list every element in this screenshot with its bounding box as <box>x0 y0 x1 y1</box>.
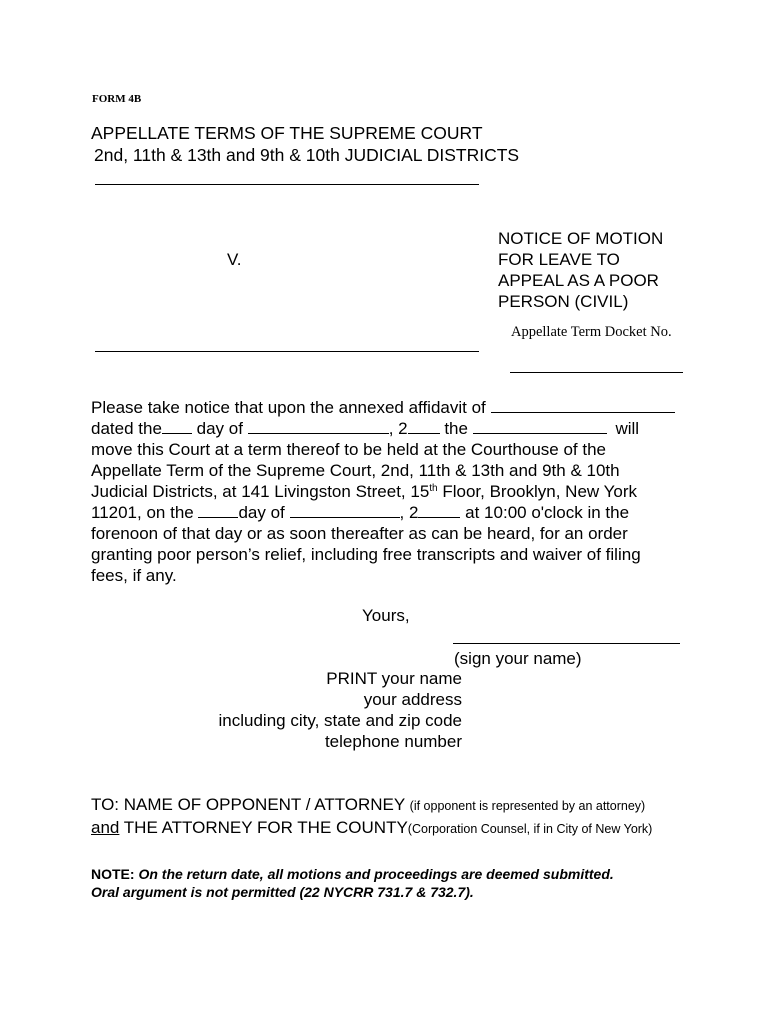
filing-note <box>91 865 614 901</box>
plaintiff-name-line[interactable] <box>95 184 479 185</box>
notice-text: Judicial Districts, at 141 Livingston Street, 15 <box>91 482 430 501</box>
docket-label: Appellate Term Docket No. <box>511 324 672 340</box>
motion-title-line: FOR LEAVE TO <box>498 250 620 269</box>
note-text: Oral argument is not permitted (22 NYCRR 731.7 & 732.7). <box>91 884 474 900</box>
motion-title-line: PERSON (CIVIL) <box>498 292 629 311</box>
notice-text: forenoon of that day or as soon thereafter as can be heard, for an order <box>91 524 628 543</box>
notice-body <box>91 397 675 586</box>
court-districts: 2nd, 11th & 13th and 9th & 10th JUDICIAL DISTRICTS <box>94 145 520 165</box>
signer-details <box>160 668 462 752</box>
and-label: and <box>91 818 120 837</box>
notice-text: move this Court at a term thereof to be held at the Courthouse of the <box>91 440 607 459</box>
affiant-name-field[interactable] <box>491 398 675 413</box>
notice-text: , 2 <box>399 503 419 522</box>
motion-title <box>498 228 663 312</box>
docket-number-line[interactable] <box>510 372 683 373</box>
affidavit-day-field[interactable] <box>162 419 192 434</box>
notice-text: day of <box>196 419 243 438</box>
notice-text: 11201, on the <box>91 503 194 522</box>
court-heading <box>91 122 519 166</box>
telephone-label: telephone number <box>324 732 462 751</box>
form-number: FORM 4B <box>92 93 142 105</box>
addressees <box>91 794 652 840</box>
signature-line[interactable] <box>453 643 680 644</box>
notice-text: fees, if any. <box>91 566 177 585</box>
court-name: APPELLATE TERMS OF THE SUPREME COURT <box>91 123 483 143</box>
motion-title-line: APPEAL AS A POOR <box>498 271 659 290</box>
notice-text: the <box>444 419 468 438</box>
defendant-name-line[interactable] <box>95 351 479 352</box>
city-state-zip-label: including city, state and zip code <box>218 711 462 730</box>
return-year-field[interactable] <box>418 503 460 518</box>
notice-text: Floor, Brooklyn, New York <box>437 482 637 501</box>
opponent-note: (if opponent is represented by an attorney) <box>409 799 646 813</box>
closing: Yours, <box>362 606 410 625</box>
notice-text: at 10:00 o'clock in the <box>465 503 630 522</box>
sign-name-label: (sign your name) <box>454 649 582 668</box>
affidavit-month-field[interactable] <box>248 419 389 434</box>
note-text: On the return date, all motions and proceedings are deemed submitted. <box>138 866 614 882</box>
notice-text: dated the <box>91 419 162 438</box>
notice-text: , 2 <box>388 419 408 438</box>
affidavit-year-field[interactable] <box>408 419 440 434</box>
county-attorney-addressee: THE ATTORNEY FOR THE COUNTY <box>119 818 408 837</box>
opponent-addressee: TO: NAME OF OPPONENT / ATTORNEY <box>91 795 410 814</box>
return-day-field[interactable] <box>198 503 238 518</box>
versus-label: V. <box>227 250 242 269</box>
notice-text: day of <box>238 503 285 522</box>
notice-text: granting poor person’s relief, including free transcripts and waiver of filing <box>91 545 641 564</box>
county-attorney-note: (Corporation Counsel, if in City of New York) <box>407 822 653 836</box>
notice-text: Appellate Term of the Supreme Court, 2nd, 11th & 13th and 9th & 10th <box>91 461 620 480</box>
print-name-label: PRINT your name <box>326 669 462 688</box>
note-label: NOTE: <box>91 866 135 882</box>
return-month-field[interactable] <box>290 503 400 518</box>
notice-text: Please take notice that upon the annexed affidavit of <box>91 398 486 417</box>
mover-name-field[interactable] <box>473 419 607 434</box>
address-label: your address <box>363 690 462 709</box>
ordinal-suffix: th <box>429 483 438 494</box>
motion-title-line: NOTICE OF MOTION <box>498 229 664 248</box>
notice-text: will <box>615 419 640 438</box>
